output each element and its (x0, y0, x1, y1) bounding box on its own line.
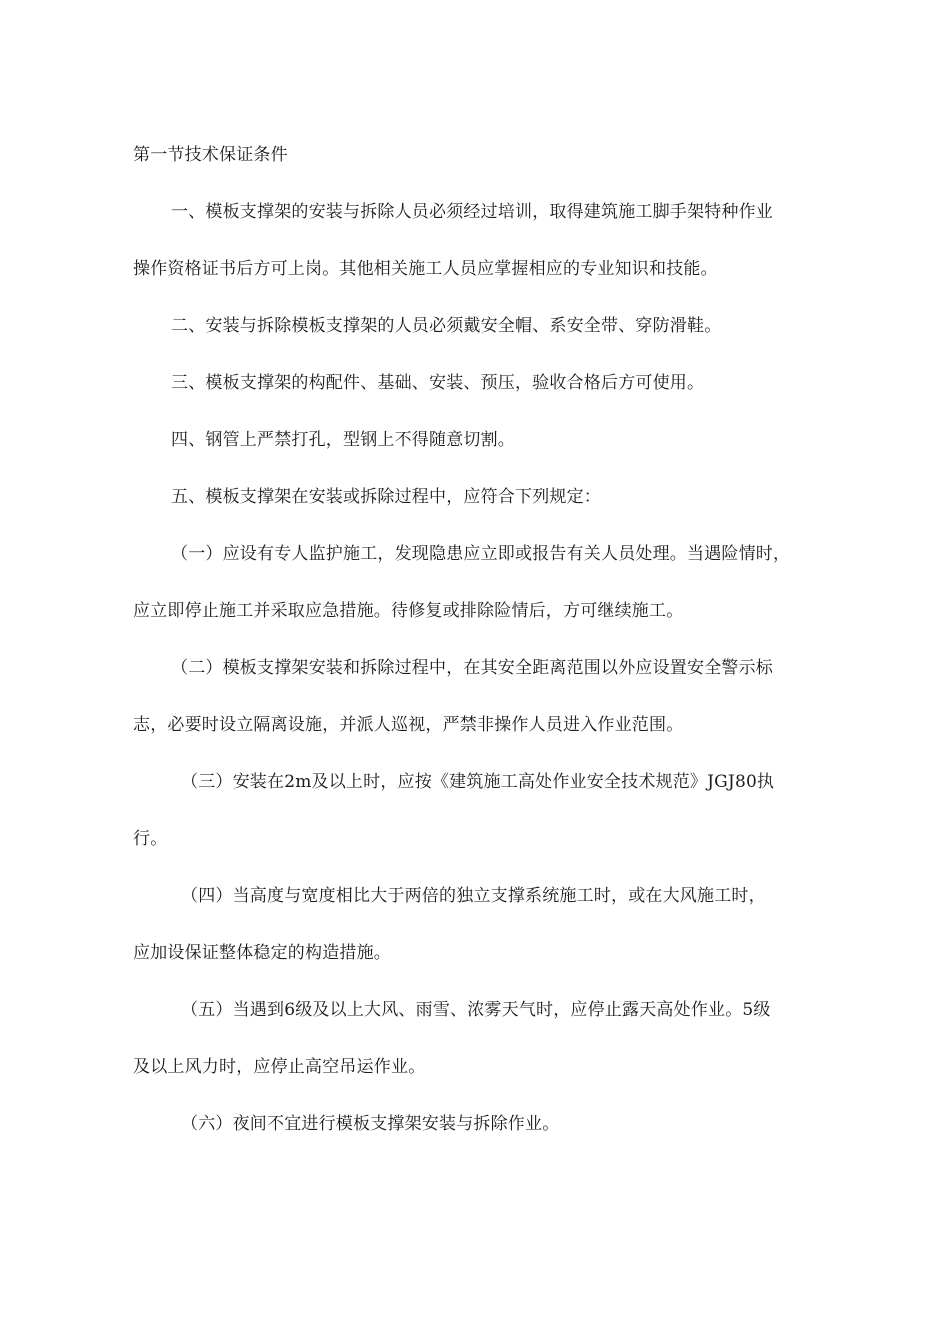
paragraph-line: （六）夜间不宜进行模板支撑架安装与拆除作业。 (181, 1114, 560, 1134)
paragraph-line: 志，必要时设立隔离设施，并派人巡视，严禁非操作人员进入作业范围。 (133, 715, 684, 735)
paragraph-line: 四、钢管上严禁打孔，型钢上不得随意切割。 (171, 430, 515, 450)
paragraph-line: （四）当高度与宽度相比大于两倍的独立支撑系统施工时，或在大风施工时， (181, 886, 766, 906)
paragraph-line: 三、模板支撑架的构配件、基础、安装、预压，验收合格后方可使用。 (171, 373, 705, 393)
section-heading: 第一节技术保证条件 (133, 145, 288, 165)
paragraph-line: 操作资格证书后方可上岗。其他相关施工人员应掌握相应的专业知识和技能。 (133, 259, 718, 279)
paragraph-line: 应立即停止施工并采取应急措施。待修复或排除险情后，方可继续施工。 (133, 601, 684, 621)
paragraph-line: 及以上风力时，应停止高空吊运作业。 (133, 1057, 426, 1077)
paragraph-line: 五、模板支撑架在安装或拆除过程中，应符合下列规定： (171, 487, 601, 507)
paragraph-line: 一、模板支撑架的安装与拆除人员必须经过培训，取得建筑施工脚手架特种作业 (171, 202, 773, 222)
paragraph-line: （三）安装在2m及以上时，应按《建筑施工高处作业安全技术规范》JGJ80执 (181, 772, 775, 792)
paragraph-line: 行。 (133, 829, 168, 849)
paragraph-line: 二、安装与拆除模板支撑架的人员必须戴安全帽、系安全带、穿防滑鞋。 (171, 316, 722, 336)
paragraph-line: （二）模板支撑架安装和拆除过程中，在其安全距离范围以外应设置安全警示标 (171, 658, 773, 678)
paragraph-line: 应加设保证整体稳定的构造措施。 (133, 943, 391, 963)
paragraph-line: （一）应设有专人监护施工，发现隐患应立即或报告有关人员处理。当遇险情时， (171, 544, 791, 564)
paragraph-line: （五）当遇到6级及以上大风、雨雪、浓雾天气时，应停止露天高处作业。5级 (181, 1000, 771, 1020)
